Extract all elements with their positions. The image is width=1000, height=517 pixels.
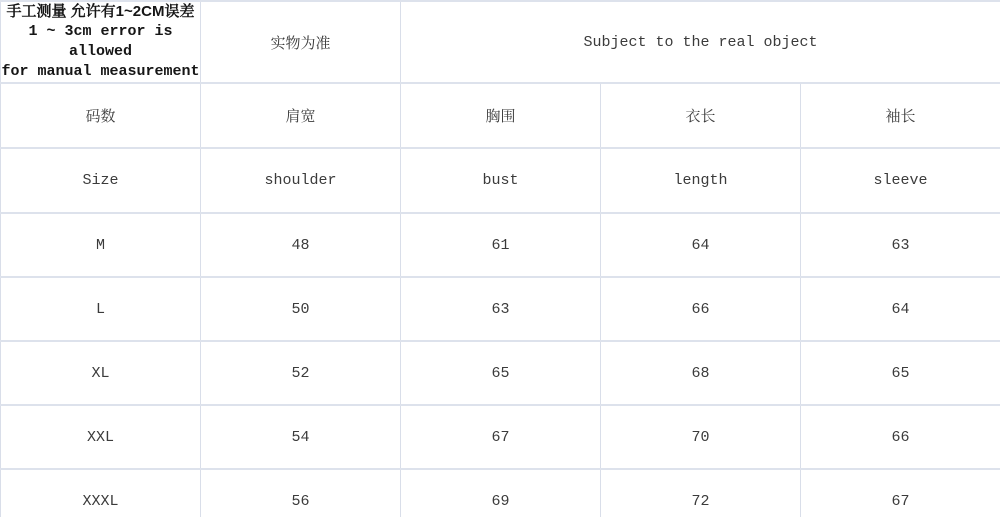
header-row-en (1, 148, 1000, 213)
length-cell: 72 (601, 469, 801, 517)
sleeve-cell: 66 (801, 405, 1000, 469)
size-cell: XXL (1, 405, 201, 469)
size-cell: L (1, 277, 201, 341)
note-line-en-2: for manual measurement (1, 63, 200, 80)
bust-cell: 67 (401, 405, 601, 469)
col-header-en-size: Size (1, 148, 201, 213)
col-header-en-bust: bust (401, 148, 601, 213)
table-row-xl (1, 341, 1000, 405)
col-header-cn-sleeve: 袖长 (801, 83, 1000, 148)
size-cell: XXXL (1, 469, 201, 517)
table-row-xxl (1, 405, 1000, 469)
sleeve-cell: 65 (801, 341, 1000, 405)
bust-cell: 61 (401, 213, 601, 277)
real-object-en-cell: Subject to the real object (401, 1, 1000, 83)
shoulder-cell: 52 (201, 341, 401, 405)
shoulder-cell: 56 (201, 469, 401, 517)
length-cell: 66 (601, 277, 801, 341)
col-header-cn-length: 衣长 (601, 83, 801, 148)
col-header-en-sleeve: sleeve (801, 148, 1000, 213)
sleeve-cell: 64 (801, 277, 1000, 341)
size-cell: M (1, 213, 201, 277)
real-object-cn-cell: 实物为准 (201, 1, 401, 83)
note-line-cn: 手工测量 允许有1~2CM误差 (6, 3, 195, 20)
length-cell: 70 (601, 405, 801, 469)
length-cell: 64 (601, 213, 801, 277)
note-row (1, 1, 1000, 83)
col-header-en-length: length (601, 148, 801, 213)
shoulder-cell: 50 (201, 277, 401, 341)
header-row-cn (1, 83, 1000, 148)
bust-cell: 65 (401, 341, 601, 405)
col-header-cn-bust: 胸围 (401, 83, 601, 148)
length-cell: 68 (601, 341, 801, 405)
manual-measurement-note-cell (1, 1, 201, 83)
note-line-en-1: 1 ~ 3cm error is allowed (28, 23, 173, 60)
col-header-en-shoulder: shoulder (201, 148, 401, 213)
table-row-l (1, 277, 1000, 341)
bust-cell: 69 (401, 469, 601, 517)
shoulder-cell: 48 (201, 213, 401, 277)
col-header-cn-size: 码数 (1, 83, 201, 148)
col-header-cn-shoulder: 肩宽 (201, 83, 401, 148)
size-cell: XL (1, 341, 201, 405)
table-row-m (1, 213, 1000, 277)
bust-cell: 63 (401, 277, 601, 341)
table-row-xxxl (1, 469, 1000, 517)
sleeve-cell: 63 (801, 213, 1000, 277)
shoulder-cell: 54 (201, 405, 401, 469)
sleeve-cell: 67 (801, 469, 1000, 517)
